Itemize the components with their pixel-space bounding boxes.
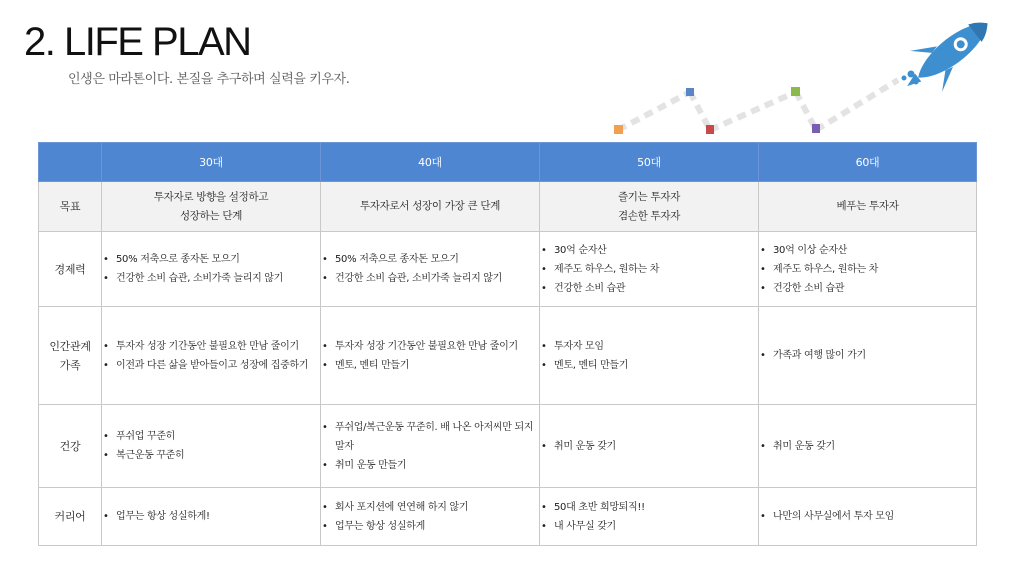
list-item: • 푸쉬업/복근운동 꾸준히. 배 나온 아저씨만 되지 말자 [321, 418, 539, 456]
column-header-60s: 60대 [759, 143, 977, 182]
row-label-career: 커리어 [39, 488, 102, 546]
list-item: • 취미 운동 갖기 [759, 437, 976, 456]
list-item: • 회사 포지션에 연연해 하지 않기 [321, 498, 539, 517]
table-row-health [39, 405, 977, 488]
list-item: • 제주도 하우스, 원하는 차 [759, 260, 976, 279]
goal-cell-30s: 투자자로 방향을 설정하고 성장하는 단계 [102, 182, 321, 232]
health-cell-40s [321, 405, 540, 488]
list-item: • 멘토, 멘티 만들기 [321, 356, 539, 375]
career-cell-60s [759, 488, 977, 546]
list-item: • 업무는 항상 성실하게 [321, 517, 539, 536]
row-label-health: 건강 [39, 405, 102, 488]
relationships-cell-60s [759, 307, 977, 405]
career-cell-30s [102, 488, 321, 546]
header-corner-cell [39, 143, 102, 182]
column-header-50s: 50대 [540, 143, 759, 182]
column-header-30s: 30대 [102, 143, 321, 182]
list-item: • 업무는 항상 성실하게! [102, 507, 320, 526]
path-marker-green [791, 87, 800, 96]
list-item: • 이전과 다른 삶을 받아들이고 성장에 집중하기 [102, 356, 320, 375]
list-item: • 복근운동 꾸준히 [102, 446, 320, 465]
relationships-cell-50s [540, 307, 759, 405]
list-item: • 투자자 성장 기간동안 불필요한 만남 줄이기 [102, 337, 320, 356]
goal-cell-50s: 즐기는 투자자 겸손한 투자자 [540, 182, 759, 232]
economy-cell-50s [540, 232, 759, 307]
table-row-relationships [39, 307, 977, 405]
path-marker-red [706, 125, 714, 134]
list-item: • 건강한 소비 습관 [759, 279, 976, 298]
table-row-goal [39, 182, 977, 232]
goal-cell-60s: 베푸는 투자자 [759, 182, 977, 232]
list-item: • 30억 순자산 [540, 241, 758, 260]
table-row-career [39, 488, 977, 546]
list-item: • 나만의 사무실에서 투자 모임 [759, 507, 976, 526]
list-item: • 50대 초반 희망퇴직!! [540, 498, 758, 517]
list-item: • 내 사무실 갖기 [540, 517, 758, 536]
relationships-cell-40s [321, 307, 540, 405]
health-cell-30s [102, 405, 321, 488]
path-marker-blue [686, 88, 694, 96]
list-item: • 멘토, 멘티 만들기 [540, 356, 758, 375]
table-row-economy [39, 232, 977, 307]
health-cell-50s [540, 405, 759, 488]
economy-cell-30s [102, 232, 321, 307]
health-cell-60s [759, 405, 977, 488]
row-label-goal: 목표 [39, 182, 102, 232]
list-item: • 취미 운동 만들기 [321, 456, 539, 475]
list-item: • 50% 저축으로 종자돈 모으기 [321, 250, 539, 269]
career-cell-50s [540, 488, 759, 546]
row-label-economy: 경제력 [39, 232, 102, 307]
relationships-cell-30s [102, 307, 321, 405]
list-item: • 제주도 하우스, 원하는 차 [540, 260, 758, 279]
dashed-path [618, 80, 898, 130]
list-item: • 건강한 소비 습관, 소비가죽 늘리지 않기 [102, 269, 320, 288]
list-item: • 취미 운동 갖기 [540, 437, 758, 456]
rocket-icon [891, 18, 1003, 107]
rocket-path-decoration [600, 18, 1014, 143]
life-plan-table [38, 142, 977, 546]
path-marker-purple [812, 124, 820, 133]
economy-cell-40s [321, 232, 540, 307]
list-item: • 건강한 소비 습관 [540, 279, 758, 298]
list-item: • 30억 이상 순자산 [759, 241, 976, 260]
column-header-40s: 40대 [321, 143, 540, 182]
career-cell-40s [321, 488, 540, 546]
economy-cell-60s [759, 232, 977, 307]
list-item: • 가족과 여행 많이 가기 [759, 346, 976, 365]
row-label-relationships: 인간관계 가족 [39, 307, 102, 405]
list-item: • 50% 저축으로 종자돈 모으기 [102, 250, 320, 269]
list-item: • 푸쉬업 꾸준히 [102, 427, 320, 446]
path-marker-orange [614, 125, 623, 134]
list-item: • 투자자 성장 기간동안 불필요한 만남 줄이기 [321, 337, 539, 356]
page-title: 2. LIFE PLAN [24, 20, 251, 64]
goal-cell-40s: 투자자로서 성장이 가장 큰 단계 [321, 182, 540, 232]
page-subtitle: 인생은 마라톤이다. 본질을 추구하며 실력을 키우자. [68, 72, 350, 87]
list-item: • 투자자 모임 [540, 337, 758, 356]
list-item: • 건강한 소비 습관, 소비가죽 늘리지 않기 [321, 269, 539, 288]
table-header-row [39, 143, 977, 182]
